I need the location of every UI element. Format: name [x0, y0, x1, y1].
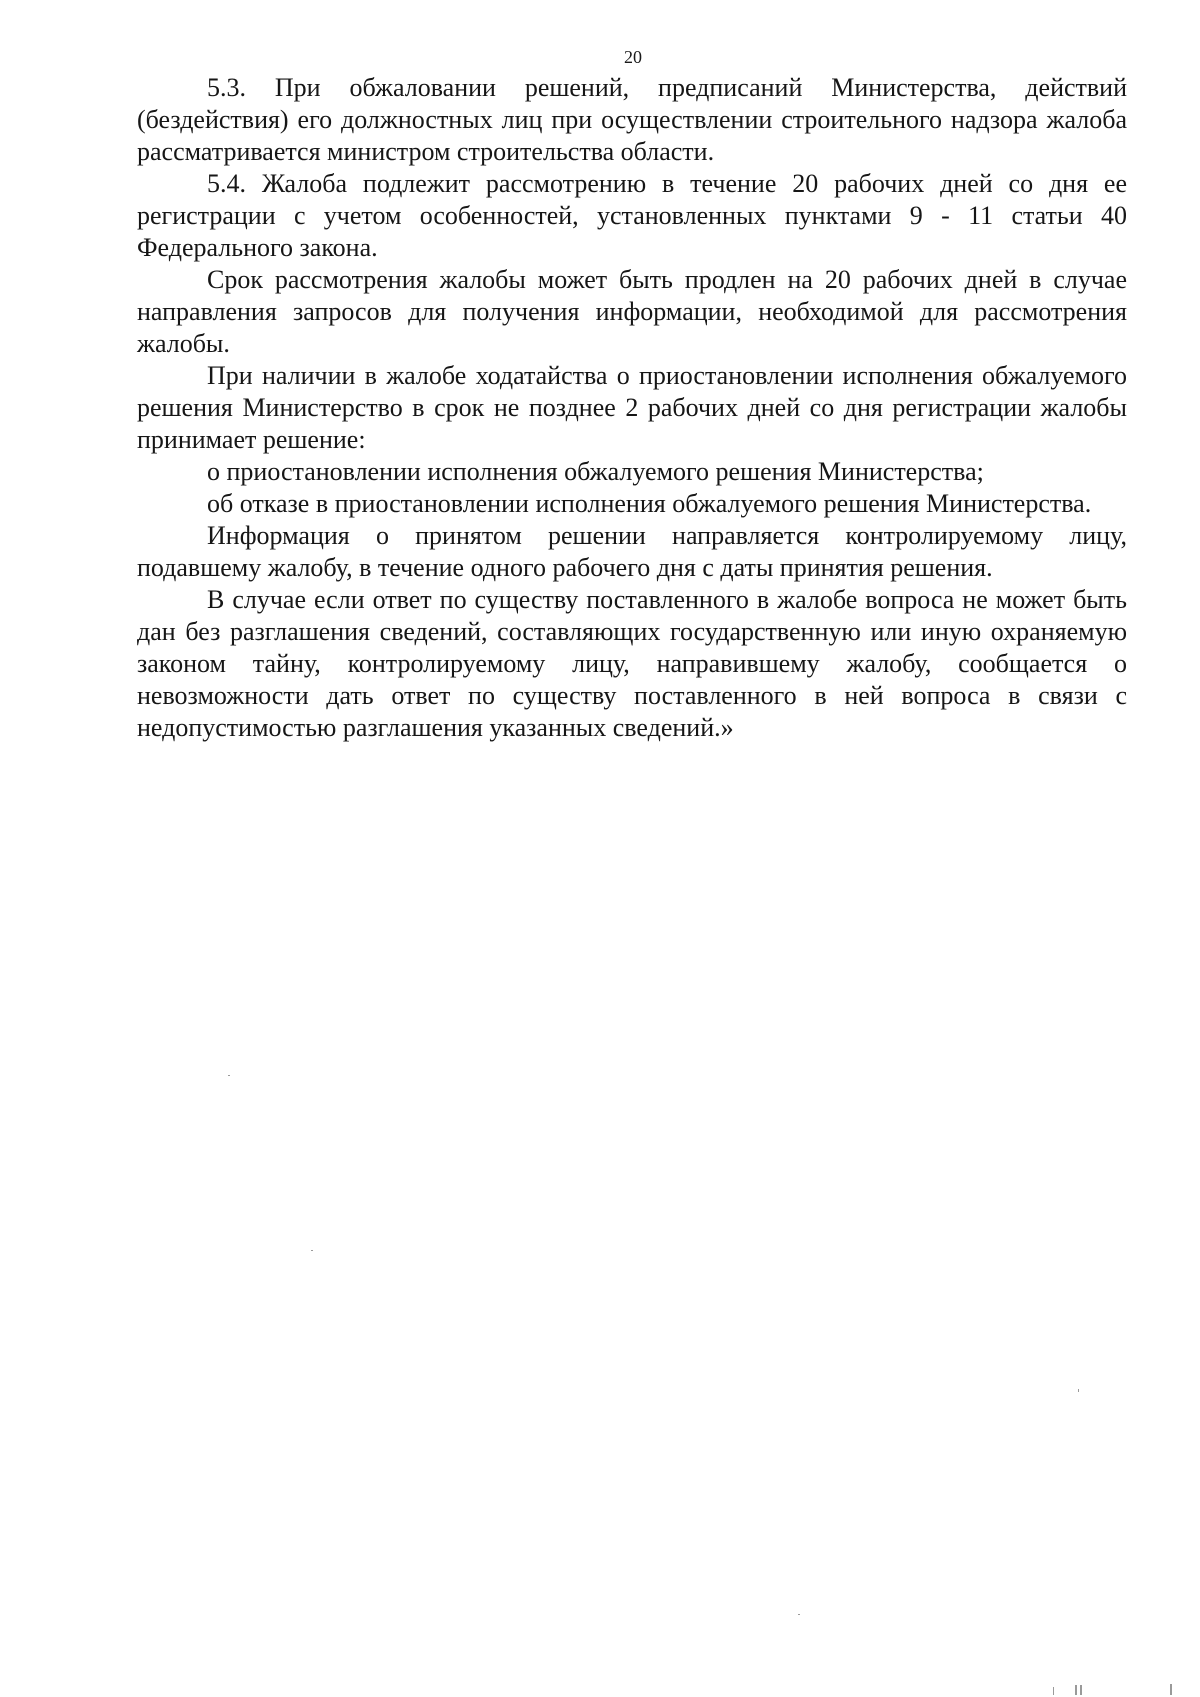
scan-speck [1078, 1389, 1079, 1392]
document-body [137, 72, 1127, 744]
paragraph-5-3: 5.3. При обжаловании решений, предписаний Министерства, действий (бездействия) его должностных лиц при осуществлении строительного надзора жалоба рассматривается министром строительства области. [137, 73, 1127, 166]
paragraph-5-4: 5.4. Жалоба подлежит рассмотрению в течение 20 рабочих дней со дня ее регистрации с учетом особенностей, установленных пунктами 9 - 11 статьи 40 Федерального закона. [137, 169, 1127, 262]
scan-speck [1170, 1684, 1172, 1695]
paragraph-decision-suspend: о приостановлении исполнения обжалуемого решения Министерства; [207, 457, 984, 486]
paragraph-decision-refuse: об отказе в приостановлении исполнения обжалуемого решения Министерства. [207, 489, 1092, 518]
scan-speck [1053, 1687, 1054, 1695]
scan-speck [1080, 1685, 1082, 1695]
scan-speck [798, 1614, 800, 1615]
scan-speck [228, 1075, 230, 1076]
paragraph-extension-term: Срок рассмотрения жалобы может быть продлен на 20 рабочих дней в случае направления запросов для получения информации, необходимой для рассмотрения жалобы. [137, 265, 1127, 358]
paragraph-secrecy-case: В случае если ответ по существу поставленного в жалобе вопроса не может быть дан без разглашения сведений, составляющих государственную или иную охраняемую законом тайну, контролируемому лицу, направившему жалобу, сообщается о невозможности дать ответ по существу поставленного в ней вопроса в связи с недопустимостью разглашения указанных сведений.» [137, 585, 1127, 742]
scan-speck [1075, 1685, 1077, 1695]
paragraph-decision-notice: Информация о принятом решении направляется контролируемому лицу, подавшему жалобу, в течение одного рабочего дня с даты принятия решения. [137, 521, 1127, 582]
scan-speck [311, 1250, 313, 1251]
paragraph-suspension-request: При наличии в жалобе ходатайства о приостановлении исполнения обжалуемого решения Министерство в срок не позднее 2 рабочих дней со дня регистрации жалобы принимает решение: [137, 361, 1127, 454]
page-number: 20 [624, 47, 642, 67]
